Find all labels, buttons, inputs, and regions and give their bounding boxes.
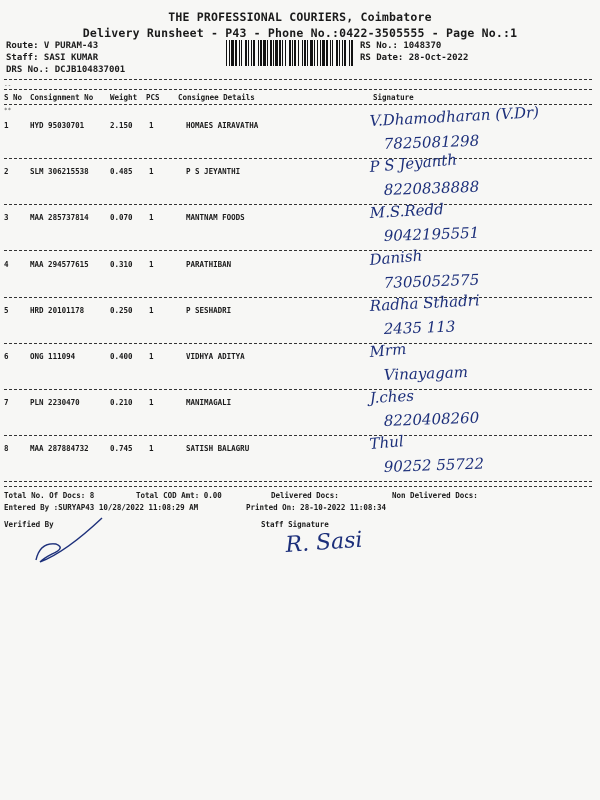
cell-consignment: HYD 95030701	[30, 121, 85, 130]
divider-header-top	[4, 89, 592, 90]
cell-consignee: VIDHYA ADITYA	[186, 352, 245, 361]
col-signature: Signature	[373, 93, 414, 102]
cell-pcs: 1	[149, 213, 154, 223]
cell-sno: 4	[4, 259, 9, 269]
cell-consignment: MAA 294577615	[30, 259, 89, 269]
cell-consignee: MANTNAM FOODS	[186, 213, 245, 223]
signature-phone: 9042195551	[383, 224, 480, 246]
cell-consignment: MAA 287884732	[30, 444, 89, 454]
cell-consignment: ONG 111094	[30, 352, 76, 361]
total-cod: Total COD Amt: 0.00	[136, 491, 222, 500]
signature-handwriting: M.S.Redd	[369, 200, 445, 223]
row-mark: **	[4, 107, 12, 114]
staff-signature-label: Staff Signature	[261, 520, 329, 529]
signature-cell	[360, 340, 596, 392]
cell-consignment: PLN 2230470	[30, 398, 80, 408]
signature-phone: 7825081298	[383, 131, 480, 153]
entered-by: Entered By :SURYAP43 10/28/2022 11:08:29 AM	[4, 503, 199, 512]
cell-sno: 7	[4, 398, 9, 408]
non-delivered-docs: Non Delivered Docs:	[392, 491, 478, 500]
cell-pcs: 1	[149, 259, 154, 269]
cell-consignee: PARATHIBAN	[186, 259, 232, 269]
signature-cell	[360, 432, 596, 484]
cell-weight: 0.210	[110, 398, 133, 408]
signature-handwriting: Mrm	[368, 339, 407, 361]
staff-label: Staff: SASI KUMAR	[6, 53, 99, 63]
signature-cell	[360, 150, 596, 207]
signature-handwriting: V.Dhamodharan (V.Dr)	[369, 103, 540, 130]
rs-number: RS No.: 1048370	[360, 41, 442, 51]
drs-label: DRS No.: DCJB104837001	[6, 65, 126, 75]
cell-weight: 2.150	[110, 121, 133, 130]
printed-on: Printed On: 28-10-2022 11:08:34	[246, 503, 386, 512]
barcode-image	[226, 40, 354, 66]
cell-sno: 3	[4, 213, 9, 223]
signature-handwriting: Danish	[368, 246, 423, 269]
divider-footer	[4, 486, 592, 487]
svg-text:R. Sasi: R. Sasi	[284, 527, 364, 558]
cell-pcs: 1	[149, 352, 154, 361]
signature-handwriting: Radha Sthadri	[369, 291, 481, 315]
col-sno: S No	[4, 93, 23, 102]
cell-pcs: 1	[149, 444, 154, 454]
route-label: Route: V PURAM-43	[6, 41, 99, 51]
delivered-docs: Delivered Docs:	[271, 491, 339, 500]
signature-cell	[360, 103, 596, 161]
cell-consignment: SLM 306215538	[30, 167, 89, 177]
cell-consignee: HOMAES AIRAVATHA	[186, 121, 259, 130]
signature-phone: 8220408260	[383, 408, 480, 431]
cell-pcs: 1	[149, 398, 154, 408]
signature-cell	[360, 291, 596, 346]
signature-cell	[360, 386, 596, 438]
signature-handwriting: P S Jeyanth	[368, 150, 458, 177]
cell-consignee: MANIMAGALI	[186, 398, 232, 408]
signature-handwriting: J.ches	[369, 386, 415, 408]
cell-weight: 0.310	[110, 259, 133, 269]
cell-consignee: P SESHADRI	[186, 305, 232, 315]
signature-phone: 7305052575	[383, 270, 480, 292]
company-title: THE PROFESSIONAL COURIERS, Coimbatore	[168, 10, 432, 24]
cell-consignee: SATISH BALAGRU	[186, 444, 250, 454]
cell-pcs: 1	[149, 167, 154, 177]
corner-mark: --	[4, 82, 12, 89]
cell-sno: 2	[4, 167, 9, 177]
cell-pcs: 1	[149, 121, 154, 130]
signature-cell	[360, 201, 596, 253]
signature-phone: Vinayagam	[383, 363, 469, 384]
cell-consignee: P S JEYANTHI	[186, 167, 241, 177]
cell-weight: 0.070	[110, 213, 133, 223]
cell-consignment: HRD 20101178	[30, 305, 85, 315]
cell-sno: 6	[4, 352, 9, 361]
col-consignee: Consignee Details	[178, 93, 255, 102]
cell-consignment: MAA 285737814	[30, 213, 89, 223]
cell-weight: 0.400	[110, 352, 133, 361]
cell-sno: 5	[4, 305, 9, 315]
cell-sno: 8	[4, 444, 9, 454]
signature-phone: 90252 55722	[383, 454, 485, 477]
signature-handwriting: Thul	[368, 432, 405, 454]
row-divider	[4, 481, 592, 482]
cell-weight: 0.745	[110, 444, 133, 454]
col-consignment: Consignment No	[30, 93, 94, 102]
signature-phone: 2435 113	[383, 317, 456, 338]
cell-pcs: 1	[149, 305, 154, 315]
staff-signature	[282, 522, 442, 566]
cell-weight: 0.485	[110, 167, 133, 177]
cell-weight: 0.250	[110, 305, 133, 315]
divider-top	[4, 79, 592, 80]
cell-sno: 1	[4, 121, 9, 130]
signature-phone: 8220838888	[383, 177, 480, 200]
verifier-signature	[26, 508, 116, 568]
runsheet-title: Delivery Runsheet - P43 - Phone No.:0422-3505555 - Page No.:1	[82, 26, 518, 40]
col-weight: Weight	[110, 93, 138, 102]
col-pcs: PCS	[146, 93, 160, 102]
rs-date: RS Date: 28-Oct-2022	[360, 53, 469, 63]
total-docs: Total No. Of Docs: 8	[4, 491, 95, 500]
verified-by-label: Verified By	[4, 520, 54, 529]
